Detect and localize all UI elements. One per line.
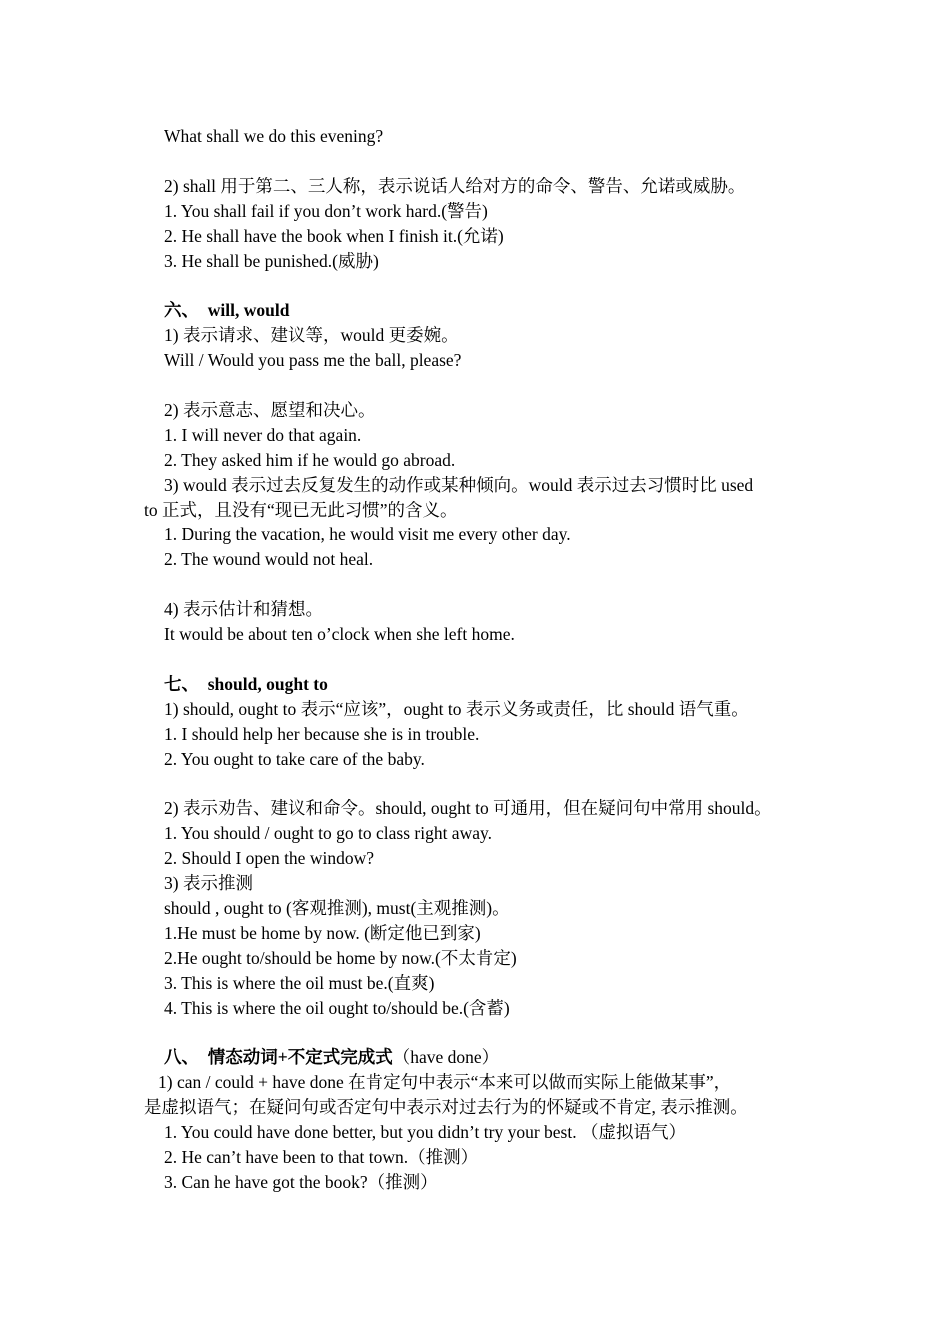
blank-line	[144, 273, 808, 298]
heading-number: 六、	[164, 300, 199, 321]
text-line: Will / Would you pass me the ball, please?	[164, 350, 462, 371]
text-line: 1. You should / ought to go to class right away.	[164, 823, 492, 844]
heading-text: 情态动词+不定式完成式	[207, 1047, 393, 1068]
heading-number: 八、	[164, 1047, 199, 1068]
text-line: 1) should, ought to 表示“应该”，ought to 表示义务或责任，比 should 语气重。	[164, 698, 749, 719]
text-line: 4) 表示估计和猜想。	[164, 599, 323, 620]
text-line: 2. They asked him if he would go abroad.	[164, 449, 456, 470]
text-line: It would be about ten o’clock when she left home.	[164, 624, 515, 645]
blank-line	[144, 1021, 808, 1046]
blank-line	[144, 647, 808, 672]
blank-line	[144, 572, 808, 597]
text-line: to 正式，且没有“现已无此习惯”的含义。	[144, 499, 458, 520]
text-line: 3. He shall be punished.(威胁)	[164, 250, 379, 271]
text-line: 1. During the vacation, he would visit me every other day.	[164, 524, 571, 545]
text-line: 1. You could have done better, but you didn’t try your best. （虚拟语气）	[164, 1122, 686, 1143]
page-content	[144, 124, 808, 1195]
text-line: What shall we do this evening?	[164, 126, 384, 146]
heading-text: should, ought to	[207, 673, 328, 694]
text-line: 3) 表示推测	[164, 873, 253, 894]
section-heading-eight	[144, 1045, 808, 1070]
blank-line	[144, 771, 808, 796]
text-line: 2) shall 用于第二、三人称，表示说话人给对方的命令、警告、允诺或威胁。	[164, 175, 746, 196]
text-line: 1. I should help her because she is in trouble.	[164, 723, 480, 744]
text-line: 2) 表示意志、愿望和决心。	[164, 399, 376, 420]
text-line: 2.He ought to/should be home by now.(不太肯定)	[164, 947, 517, 968]
section-heading-seven	[144, 672, 808, 697]
heading-text: will, would	[207, 300, 290, 321]
text-line: 4. This is where the oil ought to/should be.(含蓄)	[164, 997, 510, 1018]
text-line: 1) can / could + have done 在肯定句中表示“本来可以做而实际上能做某事”，	[158, 1072, 732, 1093]
text-line: 1. I will never do that again.	[164, 424, 362, 445]
text-line: 1) 表示请求、建议等，would 更委婉。	[164, 325, 459, 346]
heading-number: 七、	[164, 673, 199, 694]
section-heading-six	[144, 298, 808, 323]
blank-line	[144, 373, 808, 398]
text-line: 3) would 表示过去反复发生的动作或某种倾向。would 表示过去习惯时比 used	[164, 474, 754, 495]
text-line: 1. You shall fail if you don’t work hard.(警告)	[164, 200, 488, 221]
text-line: 2) 表示劝告、建议和命令。should, ought to 可通用，但在疑问句中常用 should。	[164, 798, 772, 819]
blank-line	[144, 149, 808, 174]
text-line: 3. Can he have got the book?（推测）	[164, 1171, 438, 1192]
text-line: 2. He shall have the book when I finish it.(允诺)	[164, 225, 504, 246]
text-line: 2. You ought to take care of the baby.	[164, 748, 425, 769]
text-line: should , ought to (客观推测), must(主观推测)。	[164, 898, 510, 918]
text-line: 1.He must be home by now. (断定他已到家)	[164, 922, 481, 943]
heading-suffix: （have done）	[392, 1047, 500, 1068]
text-line: 2. The wound would not heal.	[164, 549, 374, 570]
text-line: 2. He can’t have been to that town.（推测）	[164, 1147, 479, 1168]
text-line: 2. Should I open the window?	[164, 848, 374, 869]
text-line: 3. This is where the oil must be.(直爽)	[164, 972, 435, 993]
text-line: 是虚拟语气；在疑问句或否定句中表示对过去行为的怀疑或不肯定, 表示推测。	[144, 1097, 748, 1118]
